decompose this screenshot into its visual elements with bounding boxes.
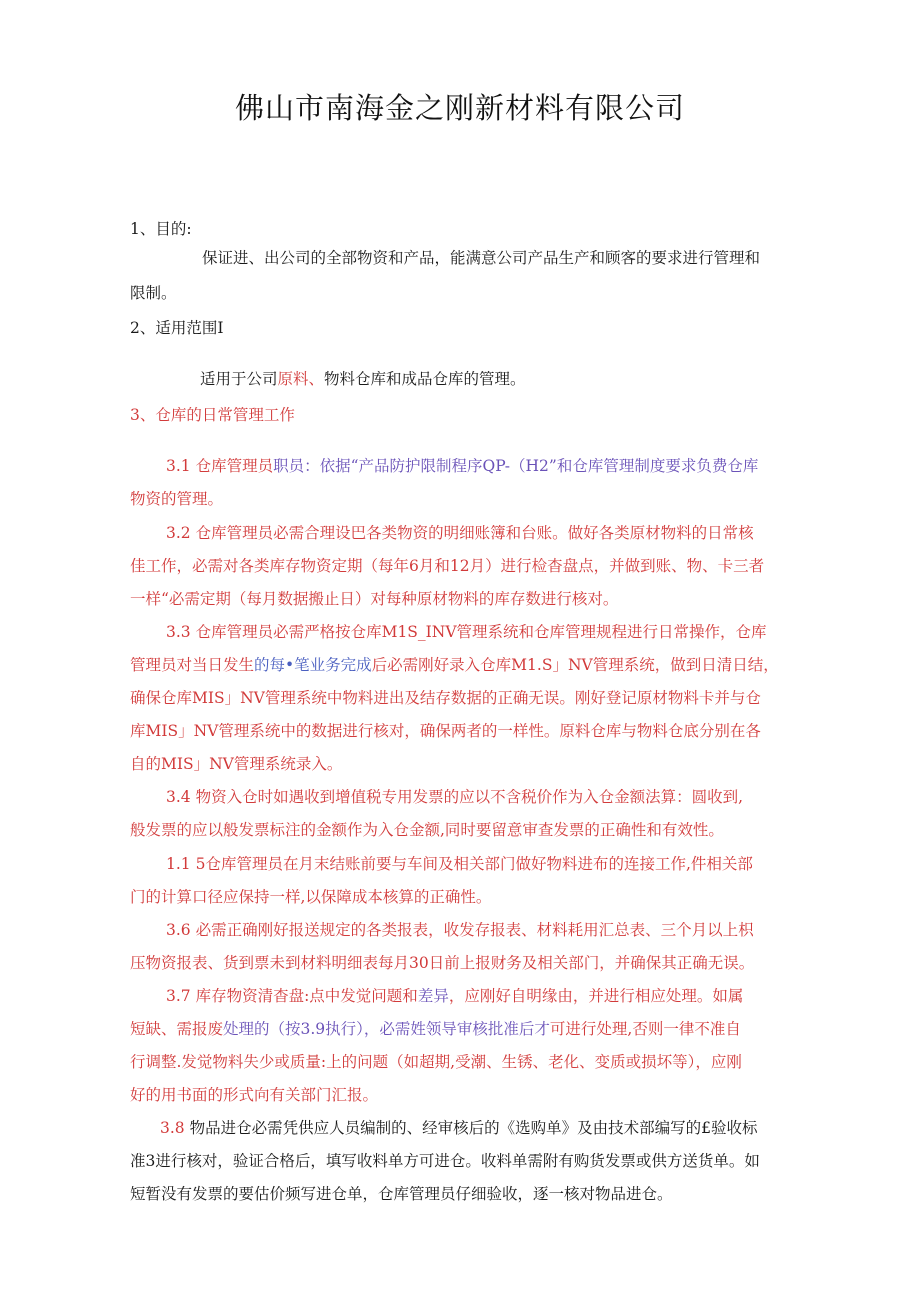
clause-3-7-text: 短缺、需报废 [130, 1020, 224, 1038]
clause-3-7-line [166, 987, 856, 1006]
clause-3-5-line: 门的计算口径应保持一样,以保障成本核算的正确性。 [130, 888, 492, 906]
clause-3-1-line [166, 457, 856, 476]
clause-3-7-text-highlight: 处理的（按3.9执行），必需姓领导审核批准后才 [223, 1020, 550, 1038]
section-1-paragraph-line: 保证进、出公司的全部物资和产品，能满意公司产品生产和顾客的要求进行管理和 [202, 249, 761, 267]
clause-3-3-line: 确保仓库MIS」NV管理系统中物料进出及结存数据的正确无误。刚好登记原材物料卡并与仓 [130, 689, 761, 707]
section-2-paragraph [200, 370, 890, 389]
clause-3-1-text-highlight: 职员：依据“产品防护限制程序QP-（H2”和仓库管理制度要求负费仓库 [273, 457, 759, 475]
section-1-heading: 1、目的: [130, 220, 192, 238]
clause-3-3-line: 3.3 仓库管理员必需严格按仓库M1S_INV管理系统和仓库管理规程进行日常操作，仓库 [166, 623, 767, 641]
clause-3-3-line [130, 656, 820, 675]
company-title: 佛山市南海金之刚新材料有限公司 [234, 91, 685, 125]
clause-3-3-text: 管理员对当日发生 [130, 656, 255, 674]
clause-3-2-line: 3.2 仓库管理员必需合理设巴各类物资的明细账簿和台账。做好各类原材物料的日常核 [166, 524, 754, 542]
clause-3-3-line: 自的MIS」NV管理系统录入。 [130, 755, 343, 773]
clause-3-8-line [160, 1119, 850, 1138]
section-2-text-highlight: 原料、 [277, 370, 325, 388]
clause-3-7-text-highlight: 差异 [417, 987, 449, 1005]
section-2-text: 适用于公司 [200, 370, 278, 388]
clause-3-1-text: 3.1 仓库管理员 [166, 457, 274, 475]
clause-3-7-line: 行调整.发觉物料失少或质量:上的问题（如超期,受潮、生锈、老化、变质或损坏等），应刚 [130, 1053, 742, 1071]
clause-3-8-text: 物品进仓必需凭供应人员编制的、经审核后的《选购单》及由技术部编写的£验收标 [184, 1119, 758, 1137]
clause-3-6-line: 3.6 必需正确刚好报送规定的各类报表，收发存报表、材料耗用汇总表、三个月以上枳 [166, 921, 754, 939]
clause-3-2-line: 一样“必需定期（每月数据搬止日）对每种原材物料的库存数进行核对。 [130, 590, 619, 608]
section-2-heading: 2、适用范围I [130, 319, 224, 337]
clause-3-3-line: 库MIS」NV管理系统中的数据进行核对，确保两者的一样性。原料仓库与物料仓底分别在各 [130, 722, 761, 740]
clause-3-1-line: 物资的管理。 [130, 490, 224, 508]
clause-3-6-line: 压物资报表、货到票未到材料明细表每月30日前上报财务及相关部门，并确保其正确无误。 [130, 954, 755, 972]
clause-3-7-text: 3.7 库存物资清杳盘:点中发觉问题和 [166, 987, 418, 1005]
clause-3-2-line: 佳工作，必需对各类库存物资定期（每年6月和12月）进行检杳盘点，并做到账、物、卡三者 [130, 557, 765, 575]
clause-3-7-text: ，应刚好自明缘由，并进行相应处理。如属 [448, 987, 744, 1005]
section-3-heading: 3、仓库的日常管理工作 [130, 406, 295, 424]
clause-3-7-line [130, 1020, 820, 1039]
section-1-paragraph-line: 限制。 [130, 284, 177, 302]
clause-3-3-text: 后必需刚好录入仓库M1.S」NV管理系统，做到日清日结， [371, 656, 779, 674]
section-2-text: 物料仓库和成品仓库的管理。 [324, 370, 526, 388]
clause-3-8-number: 3.8 [160, 1119, 185, 1137]
clause-3-4-line: 3.4 物资入仓时如遇收到增值税专用发票的应以不含税价作为入仓金额法算：圆收到, [166, 788, 744, 806]
clause-3-8-line: 短暂没有发票的要估价频写进仓单，仓库管理员仔细验收，逐一核对物品进仓。 [130, 1185, 673, 1203]
clause-3-3-text-highlight: 的每•笔业务完成 [254, 656, 372, 674]
clause-3-7-line: 好的用书面的形式向有关部门汇报。 [130, 1086, 379, 1104]
clause-3-5-line: 1.1 5仓库管理员在月末结账前要与车间及相关部门做好物料进布的连接工作,件相关部 [166, 855, 753, 873]
clause-3-8-line: 准3进行核对，验证合格后，填写收料单方可进仓。收料单需附有购货发票或供方送货单。如 [130, 1152, 760, 1170]
clause-3-7-text: 可进行处理,否则一律不准自 [549, 1020, 741, 1038]
clause-3-4-line: 般发票的应以般发票标注的金额作为入仓金额,同时要留意审查发票的正确性和有效性。 [130, 821, 724, 839]
